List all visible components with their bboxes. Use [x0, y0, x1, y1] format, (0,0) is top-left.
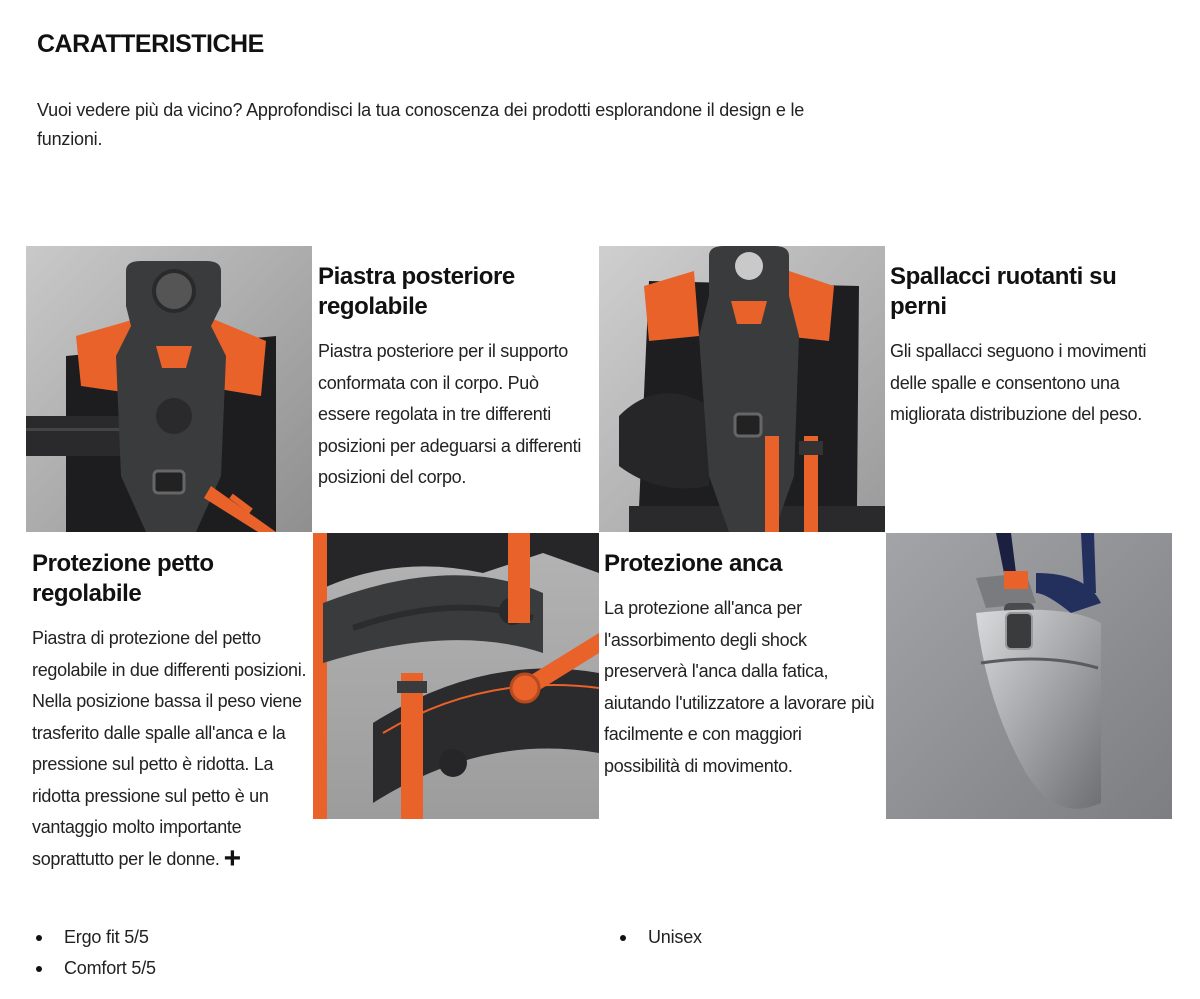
page-title: CARATTERISTICHE — [37, 30, 264, 58]
feature-back-plate — [318, 262, 594, 494]
feature-description: La protezione all'anca per l'assorbimento degli shock preserverà l'anca dalla fatica, aiutando l'utilizzatore a lavorare più facilmente e con maggiori possibilità di movimento. — [604, 598, 875, 776]
list-item: Ergo fit 5/5 — [36, 922, 156, 953]
back-plate-image — [26, 246, 312, 532]
feature-shoulder-straps — [890, 262, 1166, 431]
plus-icon[interactable]: + — [223, 841, 241, 875]
feature-title: Piastra posteriore regolabile — [318, 263, 515, 320]
spec-list-right — [620, 922, 702, 953]
feature-title: Spallacci ruotanti su perni — [890, 263, 1117, 320]
list-item: Comfort 5/5 — [36, 953, 156, 984]
chest-protection-image — [313, 533, 599, 819]
section-intro: Vuoi vedere più da vicino? Approfondisci la tua conoscenza dei prodotti esplorandone il design e le funzioni. — [37, 100, 805, 149]
feature-description: Gli spallacci seguono i movimenti delle spalle e consentono una migliorata distribuzione del peso. — [890, 341, 1147, 424]
feature-description: Piastra posteriore per il supporto conformata con il corpo. Può essere regolata in tre differenti posizioni per adeguarsi a differenti posizioni del corpo. — [318, 341, 582, 487]
feature-chest-protection — [32, 549, 308, 875]
feature-title: Protezione petto regolabile — [32, 550, 214, 607]
shoulder-straps-image — [599, 246, 885, 532]
list-item: Unisex — [620, 922, 702, 953]
feature-title: Protezione anca — [604, 550, 783, 577]
spec-list-left — [36, 922, 156, 984]
hip-protection-image — [886, 533, 1172, 819]
feature-hip-protection — [604, 549, 880, 782]
feature-description: Piastra di protezione del petto regolabile in due differenti posizioni. Nella posizione bassa il peso viene trasferito dalle spalle all'anca e la pressione sul petto è ridotta. La ridotta pressione sul petto è un vantaggio molto importante soprattutto per le donne. — [32, 628, 307, 869]
